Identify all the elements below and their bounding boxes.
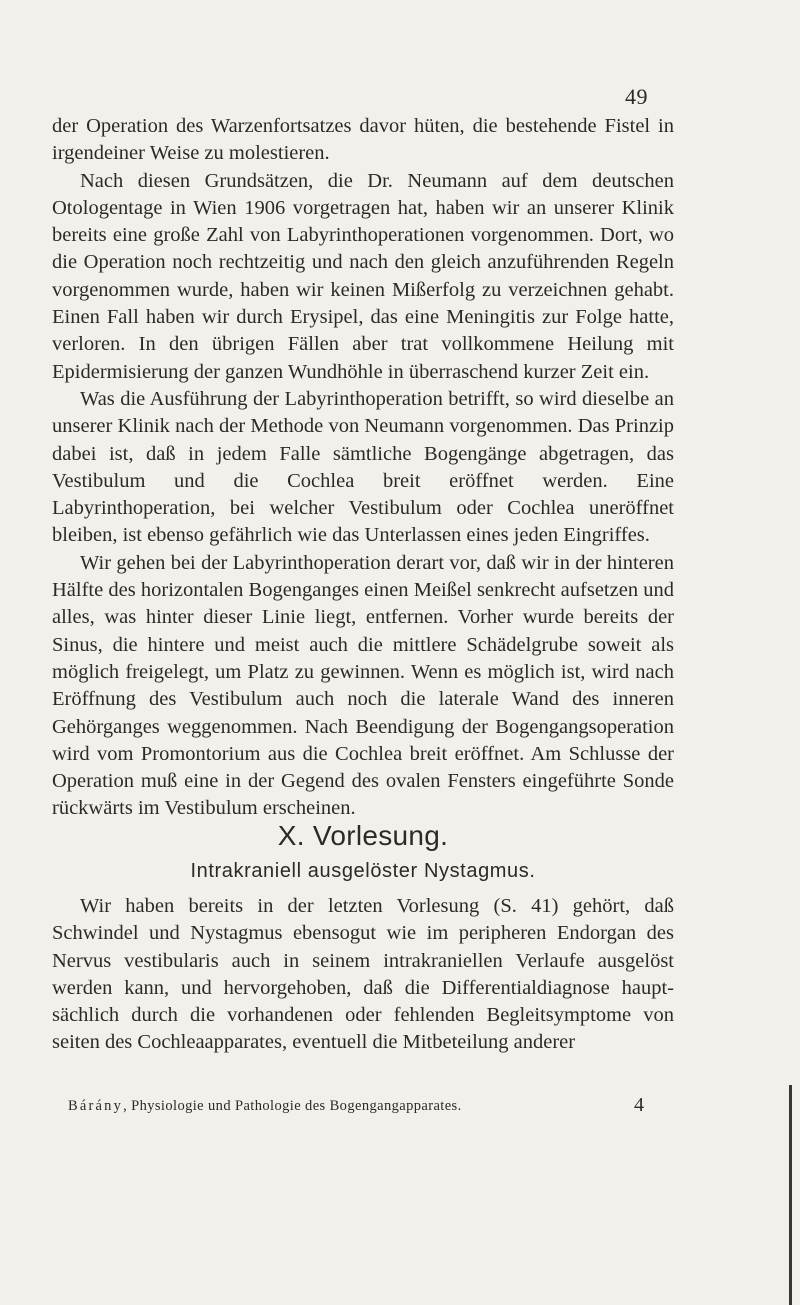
paragraph-method: Was die Ausführung der Labyrinthoperation betrifft, so wird dieselbe an unserer Klinik nach der Methode von Neumann vorgenommen. Das Prinzip dabei ist, daß in jedem Falle sämtliche Bogengänge abgetragen, das Vestibulum und die Cochlea breit eröffnet werden. Eine Labyrinthoperation, bei welcher Vestibulum oder Cochlea uneröffnet bleiben, ist ebenso gefährlich wie das Unterlassen eines jeden Eingriffes.	[52, 387, 674, 547]
paragraph-principles: Nach diesen Grundsätzen, die Dr. Neumann auf dem deutschen Otologentage in Wien 1906 vorgetragen hat, haben wir an unserer Klinik bereits eine große Zahl von Labyrinthoperationen vorgenommen. Dort, wo die Operation noch rechtzeitig und nach den gleich anzuführenden Regeln vorgenommen wurde, haben wir keinen Mißerfolg zu verzeichnen gehabt. Einen Fall haben wir durch Erysipel, das eine Meningitis zur Folge hatte, verloren. In den übrigen Fällen aber trat vollkommene Heilung mit Epidermisierung der ganzen Wundhöhle in überraschend kurzer Zeit ein.	[52, 169, 674, 383]
main-text-block	[52, 113, 674, 823]
lecture-heading: X. Vorlesung.	[277, 820, 449, 851]
lecture-text-block	[52, 893, 674, 1057]
signature-mark: 4	[634, 1094, 645, 1116]
lecture-subtitle: Intrakraniell ausgelöster Nystagmus.	[190, 860, 536, 882]
paragraph-procedure: Wir gehen bei der Labyrinthoperation derart vor, daß wir in der hinteren Hälfte des horizontalen Bogenganges einen Meißel senkrecht aufsetzen und alles, was hinter dieser Linie liegt, entfernen. Vorher wurde bereits der Sinus, die hintere und meist auch die mittlere Schädelgrube soweit als möglich freigelegt, um Platz zu gewinnen. Wenn es möglich ist, wird nach Eröffnung des Vestibulum auch noch die laterale Wand des inneren Gehörganges weggenommen. Nach Beendigung der Bogengangsoperation wird vom Promontorium aus die Cochlea breit eröffnet. Am Schlusse der Operation muß eine in der Gegend des ovalen Fensters eingeführte Sonde rückwärts im Vestibulum erscheinen.	[52, 551, 674, 820]
page-edge-line	[789, 1085, 792, 1305]
footer-line	[68, 1094, 668, 1116]
footer-author: Bárány	[68, 1098, 124, 1114]
footer-title: , Physiologie und Pathologie des Bogengangapparates.	[123, 1098, 462, 1114]
page-number: 49	[625, 84, 648, 109]
paragraph-continuation: der Operation des Warzenfortsatzes davor hüten, die bestehende Fistel in irgendeiner Weise zu molestieren.	[52, 115, 674, 165]
paragraph-lecture-intro: Wir haben bereits in der letzten Vorlesung (S. 41) gehört, daß Schwindel und Nystagmus ebensogut wie im peripheren Endorgan des Nervus vestibularis auch in seinem intrakraniellen Verlaufe ausgelöst werden kann, und hervorgehoben, daß die Differentialdiagnose hauptsächlich durch die vorhandenen oder fehlenden Begleitsymptome von seiten des Cochleaapparates, eventuell die Mitbeteilung anderer	[52, 895, 674, 1054]
